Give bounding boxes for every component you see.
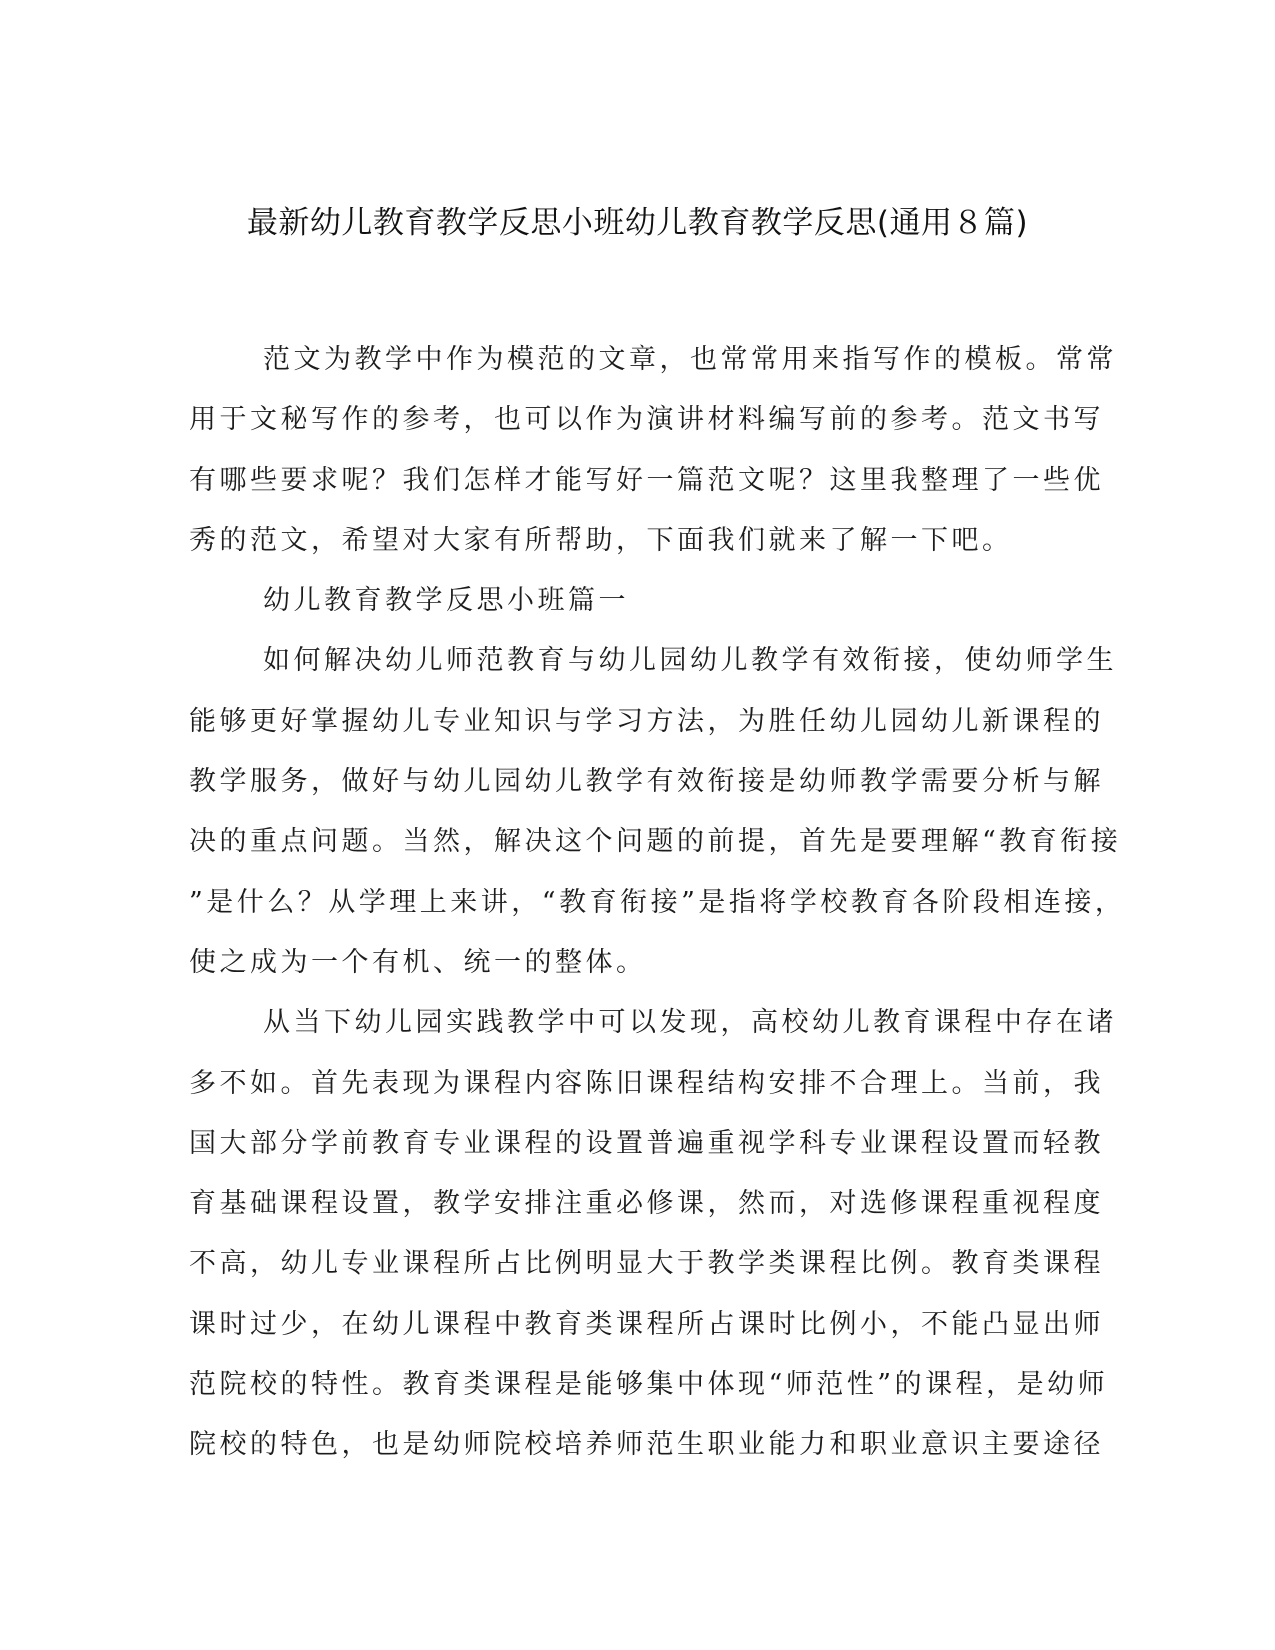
paragraph-line: 如何解决幼儿师范教育与幼儿园幼儿教学有效衔接，使幼师学生	[263, 645, 1117, 677]
paragraph-line: 不高，幼儿专业课程所占比例明显大于教学类课程比例。教育类课程	[189, 1248, 1104, 1280]
paragraph-line: 能够更好掌握幼儿专业知识与学习方法，为胜任幼儿园幼儿新课程的	[189, 705, 1104, 737]
document-body	[189, 330, 1126, 1476]
paragraph-line: 教学服务，做好与幼儿园幼儿教学有效衔接是幼师教学需要分析与解	[189, 766, 1104, 798]
section-heading: 幼儿教育教学反思小班篇一	[263, 585, 629, 617]
paragraph-line: ”是什么？从学理上来讲，“教育衔接”是指将学校教育各阶段相连接，	[189, 886, 1126, 918]
paragraph-line: 使之成为一个有机、统一的整体。	[189, 946, 647, 978]
paragraph-line: 秀的范文，希望对大家有所帮助，下面我们就来了解一下吧。	[189, 524, 1013, 556]
paragraph-line: 用于文秘写作的参考，也可以作为演讲材料编写前的参考。范文书写	[189, 404, 1104, 436]
paragraph-line: 国大部分学前教育专业课程的设置普遍重视学科专业课程设置而轻教	[189, 1127, 1104, 1159]
paragraph-line: 从当下幼儿园实践教学中可以发现，高校幼儿教育课程中存在诸	[263, 1007, 1117, 1039]
paragraph-line: 决的重点问题。当然，解决这个问题的前提，首先是要理解“教育衔接	[189, 826, 1122, 858]
paragraph-line: 育基础课程设置，教学安排注重必修课，然而，对选修课程重视程度	[189, 1188, 1104, 1220]
paragraph-line: 范院校的特性。教育类课程是能够集中体现“师范性”的课程，是幼师	[189, 1369, 1109, 1401]
paragraph-line: 多不如。首先表现为课程内容陈旧课程结构安排不合理上。当前，我	[189, 1067, 1104, 1099]
document-title: 最新幼儿教育教学反思小班幼儿教育教学反思(通用８篇)	[246, 205, 1029, 241]
paragraph-line: 课时过少，在幼儿课程中教育类课程所占课时比例小，不能凸显出师	[189, 1308, 1104, 1340]
paragraph-line: 有哪些要求呢？我们怎样才能写好一篇范文呢？这里我整理了一些优	[189, 464, 1104, 496]
paragraph-line: 院校的特色，也是幼师院校培养师范生职业能力和职业意识主要途径	[189, 1429, 1104, 1461]
paragraph-line: 范文为教学中作为模范的文章，也常常用来指写作的模板。常常	[263, 344, 1117, 375]
